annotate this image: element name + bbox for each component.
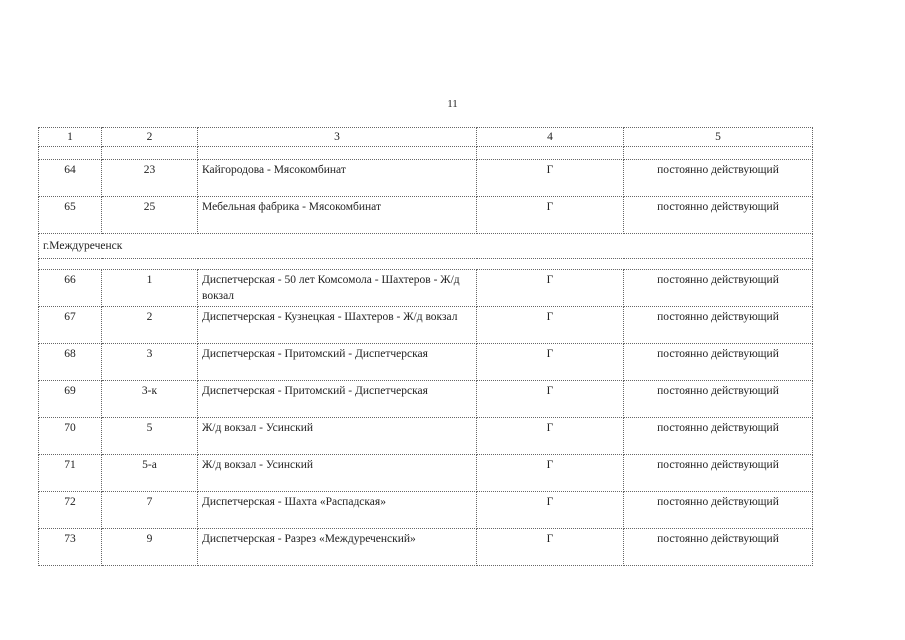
route-number: 7 <box>102 492 198 529</box>
route-path: Диспетчерская - Притомский - Диспетчерская <box>198 381 477 418</box>
row-number: 70 <box>39 418 102 455</box>
route-type: Г <box>477 197 624 234</box>
table-row <box>39 344 813 381</box>
route-path: Диспетчерская - Кузнецкая - Шахтеров - Ж/д вокзал <box>198 307 477 344</box>
route-status: постоянно действующий <box>624 418 813 455</box>
route-path: Диспетчерская - Притомский - Диспетчерская <box>198 344 477 381</box>
route-status: постоянно действующий <box>624 381 813 418</box>
route-status: постоянно действующий <box>624 197 813 234</box>
route-number: 5-а <box>102 455 198 492</box>
route-path: Диспетчерская - Разрез «Междуреченский» <box>198 529 477 566</box>
row-number: 67 <box>39 307 102 344</box>
route-type: Г <box>477 307 624 344</box>
row-number: 71 <box>39 455 102 492</box>
header-cell: 4 <box>477 128 624 147</box>
route-number: 1 <box>102 270 198 307</box>
route-path: Мебельная фабрика - Мясокомбинат <box>198 197 477 234</box>
table-row <box>39 492 813 529</box>
row-number: 73 <box>39 529 102 566</box>
table-row <box>39 455 813 492</box>
route-path: Диспетчерская - 50 лет Комсомола - Шахтеров - Ж/д вокзал <box>198 270 477 307</box>
route-type: Г <box>477 418 624 455</box>
row-number: 66 <box>39 270 102 307</box>
spacer-row <box>39 259 813 270</box>
row-number: 69 <box>39 381 102 418</box>
route-number: 23 <box>102 160 198 197</box>
route-number: 2 <box>102 307 198 344</box>
route-path: Диспетчерская - Шахта «Распадская» <box>198 492 477 529</box>
page-number: 11 <box>447 98 458 110</box>
route-status: постоянно действующий <box>624 455 813 492</box>
route-number: 3-к <box>102 381 198 418</box>
table-row <box>39 270 813 307</box>
route-type: Г <box>477 270 624 307</box>
route-type: Г <box>477 529 624 566</box>
header-cell: 5 <box>624 128 813 147</box>
table-row <box>39 197 813 234</box>
header-cell: 1 <box>39 128 102 147</box>
row-number: 64 <box>39 160 102 197</box>
header-cell: 3 <box>198 128 477 147</box>
table-row <box>39 529 813 566</box>
row-number: 65 <box>39 197 102 234</box>
route-path: Ж/д вокзал - Усинский <box>198 455 477 492</box>
route-status: постоянно действующий <box>624 160 813 197</box>
route-status: постоянно действующий <box>624 492 813 529</box>
route-type: Г <box>477 492 624 529</box>
spacer-row <box>39 147 813 160</box>
table-row <box>39 381 813 418</box>
route-status: постоянно действующий <box>624 307 813 344</box>
route-number: 3 <box>102 344 198 381</box>
section-row <box>39 234 813 259</box>
row-number: 68 <box>39 344 102 381</box>
route-status: постоянно действующий <box>624 270 813 307</box>
table-row <box>39 160 813 197</box>
route-type: Г <box>477 455 624 492</box>
route-type: Г <box>477 381 624 418</box>
route-status: постоянно действующий <box>624 344 813 381</box>
route-path: Ж/д вокзал - Усинский <box>198 418 477 455</box>
table-header-row <box>39 128 813 147</box>
route-path: Кайгородова - Мясокомбинат <box>198 160 477 197</box>
table-row <box>39 307 813 344</box>
route-number: 25 <box>102 197 198 234</box>
header-cell: 2 <box>102 128 198 147</box>
route-status: постоянно действующий <box>624 529 813 566</box>
route-number: 9 <box>102 529 198 566</box>
section-title: г.Междуреченск <box>39 234 813 259</box>
routes-table <box>38 127 813 566</box>
route-type: Г <box>477 344 624 381</box>
route-number: 5 <box>102 418 198 455</box>
route-type: Г <box>477 160 624 197</box>
table-row <box>39 418 813 455</box>
row-number: 72 <box>39 492 102 529</box>
